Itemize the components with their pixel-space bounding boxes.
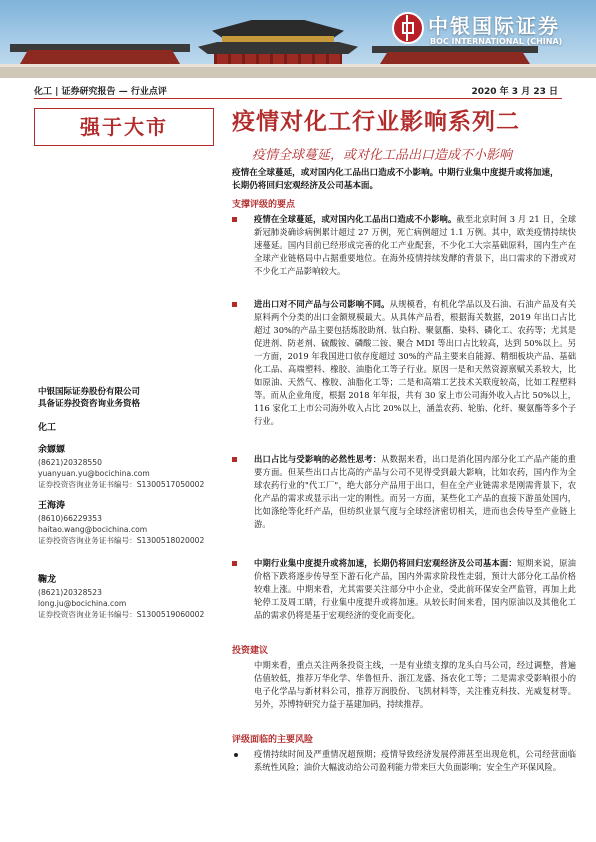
point-text: 从数据来看，出口是消化国内部分化工产品产能的重要方面。但某些出口占比高的产品与公司不见得受到最大影响，比如农药，国内作为全球农药行业的"代工厂"，绝大部分产品用于出口，但在全产业链需求是刚需背景下，农化产品的需求或显示出一定的刚性。而另一方面，某些化工产品的直接下游虽处国内，比如涤纶等化纤产品，但纺织业景气度与全球经济密切相关，进而也会传导至产业链上游。: [254, 454, 576, 529]
firm-name: 中银国际证券股份有限公司: [38, 387, 141, 397]
lead-summary: 疫情在全球蔓延，或对国内化工品出口造成不小影响。中期行业集中度提升或将加速，长期仍将回归宏观经济及公司基本面。: [232, 168, 559, 191]
analyst-name: 余嫄嫄: [38, 445, 66, 455]
point-text: 短期来说，原油价格下跌将逐步传导至下游石化产品，国内外需求阶段性走弱，预计大部分化工品价格较难上涨。中期来看，尤其需要关注部分中小企业，受此前环保安全严监管，再加上此轮停工及周工睛，行业集中度提升或将加速。从较长时间来看，国内原油以及其他化工品的需求仍将是基于宏观经济的变化而变化。: [254, 558, 576, 620]
analyst-email[interactable]: long.ju@bocichina.com: [38, 599, 127, 608]
palace-eave-band: [222, 36, 334, 42]
bullet-dot-icon: [234, 753, 238, 757]
section-heading-support: 支撑评级的要点: [232, 200, 296, 210]
risk-item: [232, 748, 576, 774]
rating-label: 强于大市: [80, 115, 168, 139]
analyst-card: [38, 444, 218, 490]
bullet-square-icon: [232, 561, 237, 566]
firm-qualification: 具备证券投资咨询业务资格: [38, 399, 141, 409]
report-title: 疫情对化工行业影响系列二: [232, 109, 520, 135]
section-heading-risk: 评级面临的主要风险: [232, 735, 314, 745]
analyst-phone: (8621)20328550: [38, 458, 102, 467]
side-roof-right: [372, 46, 538, 53]
side-hall-left: [20, 50, 180, 64]
point-item: [232, 298, 576, 428]
point-text: 截至北京时间 3 月 21 日，全球新冠肺炎确诊病例累计超过 27 万例，死亡病例超过 1.1 万例。其中，欧美疫情持续快速蔓延。国内目前已经形成完善的化工产业配套，不少化工大宗基础原料，国内生产在全球产业链格局中占据重要地位。在海外疫情持续发酵的背景下，出口需求的下滑或对不少化工产品影响较大。: [254, 214, 576, 276]
section-heading-invest: 投资建议: [232, 646, 269, 656]
header-banner: [0, 0, 596, 78]
analyst-cert: 证券投资咨询业务证书编号：S1300519060002: [38, 610, 205, 619]
report-category: 化工 | 证券研究报告 — 行业点评: [34, 87, 167, 97]
analyst-cert: 证券投资咨询业务证书编号：S1300517050002: [38, 480, 205, 489]
analyst-email[interactable]: yuanyuan.yu@bocichina.com: [38, 469, 150, 478]
risk-text: 疫情持续时间及严重情况超预期；疫情导致经济发展停滞甚至出现危机，公司经营面临系统性风险；油价大幅波动给公司盈利能力带来巨大负面影响；安全生产环保风险。: [254, 749, 576, 772]
bullet-square-icon: [232, 217, 237, 222]
bullet-square-icon: [232, 457, 237, 462]
report-date: 2020 年 3 月 23 日: [471, 87, 558, 97]
point-bold: 疫情在全球蔓延，或对国内化工品出口造成不小影响。: [254, 214, 457, 224]
stone-railing: [0, 64, 596, 67]
analyst-email[interactable]: haitao.wang@bocichina.com: [38, 525, 148, 534]
point-bold: 出口占比与受影响的必然性思考：: [254, 454, 382, 464]
boc-logo-icon: [392, 12, 424, 44]
point-item: [232, 213, 576, 278]
report-meta-bar: [34, 84, 562, 99]
sector-label: 化工: [38, 423, 57, 433]
analyst-cert: 证券投资咨询业务证书编号：S1300518020002: [38, 536, 205, 545]
invest-text: 中期来看，重点关注两条投资主线，一是有业绩支撑的龙头白马公司，经过调整，普遍估值较低，推荐万华化学、华鲁恒升、浙江龙盛、扬农化工等；二是需求受影响很小的电子化学品与新材料公司，推荐万润股份、飞凯材料等，关注雅克科技、光威复材等。另外，苏博特研究力益于基建加码，持续推荐。: [254, 660, 576, 709]
analyst-name: 王海涛: [38, 501, 66, 511]
analyst-phone: (8621)20328523: [38, 588, 102, 597]
point-text: 从规模看，有机化学品以及石油、石油产品及有关原料两个分类的出口金额规模最大。从具体产品看，根据海关数据，2019 年出口占比超过 30%的产品主要包括炼胶助剂、钛白粉、聚氨酯、染料、磷化工、农药等；尤其是促进剂、防老剂、硫酸铵、磷酸二铵、聚合 MDI 等出口占比较高，达到 50%以上。另一方面，2019 年我国进口依存度超过 30%的产品主要来自能源、精细板块产品、基础化工品、高端塑料、橡胶、油脂化工等子行业。原因一是和天然资源禀赋关系较大，比如原油、天然气、橡胶、油脂化工等；二是和高端工艺技术关联度较高，比如工程塑料等。而从企业角度，根据 2018 年年报，共有 30 家上市公司海外收入占比 50%以上，116 家化工上市公司海外收入占比 20%以上，涵盖农药、轮胎、化纤、聚氨酯等多个子行业。: [254, 299, 576, 426]
analyst-card: [38, 574, 218, 620]
logo-en: BOC INTERNATIONAL (CHINA): [430, 37, 563, 46]
logo-cn: 中银国际证券: [428, 14, 560, 38]
bullet-square-icon: [232, 302, 237, 307]
analyst-card: [38, 500, 218, 546]
palace-roof-lower: [198, 42, 358, 54]
point-item: [232, 557, 576, 622]
rating-box: [34, 108, 214, 146]
point-bold: 进出口对不同产品与公司影响不同。: [254, 299, 390, 309]
sidebar: [38, 386, 218, 620]
point-bold: 中期行业集中度提升或将加速，长期仍将回归宏观经济及公司基本面：: [254, 558, 517, 568]
invest-item: [232, 659, 576, 711]
report-subtitle: 疫情全球蔓延，或对化工品出口造成不小影响: [252, 148, 513, 163]
point-item: [232, 453, 576, 531]
analyst-name: 鞠龙: [38, 575, 57, 585]
side-hall-right: [380, 52, 530, 64]
analyst-phone: (8610)66229353: [38, 514, 102, 523]
